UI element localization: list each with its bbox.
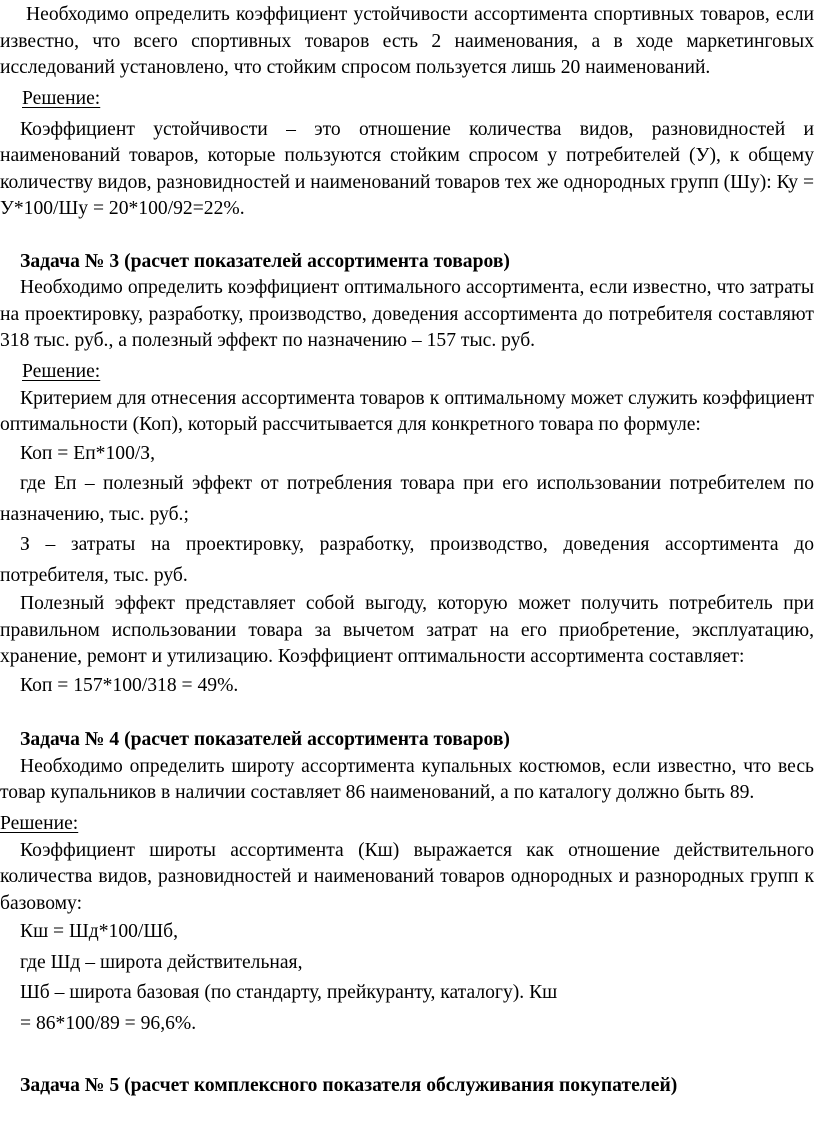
- task3-effect-text: Полезный эффект представляет собой выгоду, которую может получить потребитель при правильном использовании товара за вычетом затрат на его приобретение, эксплуатацию, хранение, ремонт и утилизацию. Коэффициент оптимальности ассортимента составляет:: [0, 593, 814, 667]
- task2-solution-text: Коэффициент устойчивости – это отношение количества видов, разновидностей и наименований товаров, которые пользуются стойким спросом у потребителей (У), к общему количеству видов, разновидностей и наименований товаров тех же однородных групп (Шу): Ку = У*100/Шу = 20*100/92=22%.: [0, 118, 814, 219]
- task3-result: Коп = 157*100/318 = 49%.: [20, 674, 239, 696]
- task4-solution-label: Решение:: [0, 812, 79, 834]
- task3-criterion: Критерием для отнесения ассортимента товаров к оптимальному может служить коэффициент оптимальности (Коп), который рассчитывается для конкретного товара по формуле:: [0, 387, 814, 435]
- task3-z-definition: З – затраты на проектировку, разработку, производство, доведения ассортимента до потребителя, тыс. руб.: [0, 534, 814, 586]
- task3-ep-definition: где Еп – полезный эффект от потребления товара при его использовании потребителем по назначению, тыс. руб.;: [0, 473, 814, 525]
- task5-heading: Задача № 5 (расчет комплексного показателя обслуживания покупателей): [20, 1075, 678, 1096]
- task3-formula: Коп = Еп*100/З,: [20, 442, 156, 464]
- task4-intro: Необходимо определить широту ассортимента купальных костюмов, если известно, что весь товар купальников в наличии составляет 86 наименований, а по каталогу должно быть 89.: [0, 755, 814, 803]
- task4-heading: Задача № 4 (расчет показателей ассортимента товаров): [20, 729, 510, 750]
- task4-solution-text: Коэффициент широты ассортимента (Кш) выражается как отношение действительного количества видов, разновидностей и наименований товаров однородных и разнородных групп к базовому:: [0, 839, 814, 914]
- task3-intro: Необходимо определить коэффициент оптимального ассортимента, если известно, что затраты на проектировку, разработку, производство, доведения ассортимента до потребителя составляют 318 тыс. руб., а полезный эффект по назначению – 157 тыс. руб.: [0, 277, 814, 351]
- task3-solution-label: Решение:: [22, 360, 101, 382]
- task2-solution-label: Решение:: [22, 87, 101, 109]
- task4-formula: Кш = Шд*100/Шб,: [20, 921, 179, 942]
- task4-result: = 86*100/89 = 96,6%.: [20, 1012, 197, 1034]
- task2-intro: Необходимо определить коэффициент устойчивости ассортимента спортивных товаров, если известно, что всего спортивных товаров есть 2 наименования, а в ходе маркетинговых исследований установлено, что стойким спросом пользуется лишь 20 наименований.: [0, 4, 814, 78]
- task4-shb-definition: Шб – широта базовая (по стандарту, прейкуранту, каталогу). Кш: [20, 982, 558, 1003]
- task3-heading: Задача № 3 (расчет показателей ассортимента товаров): [20, 250, 510, 272]
- task4-shd-definition: где Шд – широта действительная,: [20, 951, 303, 973]
